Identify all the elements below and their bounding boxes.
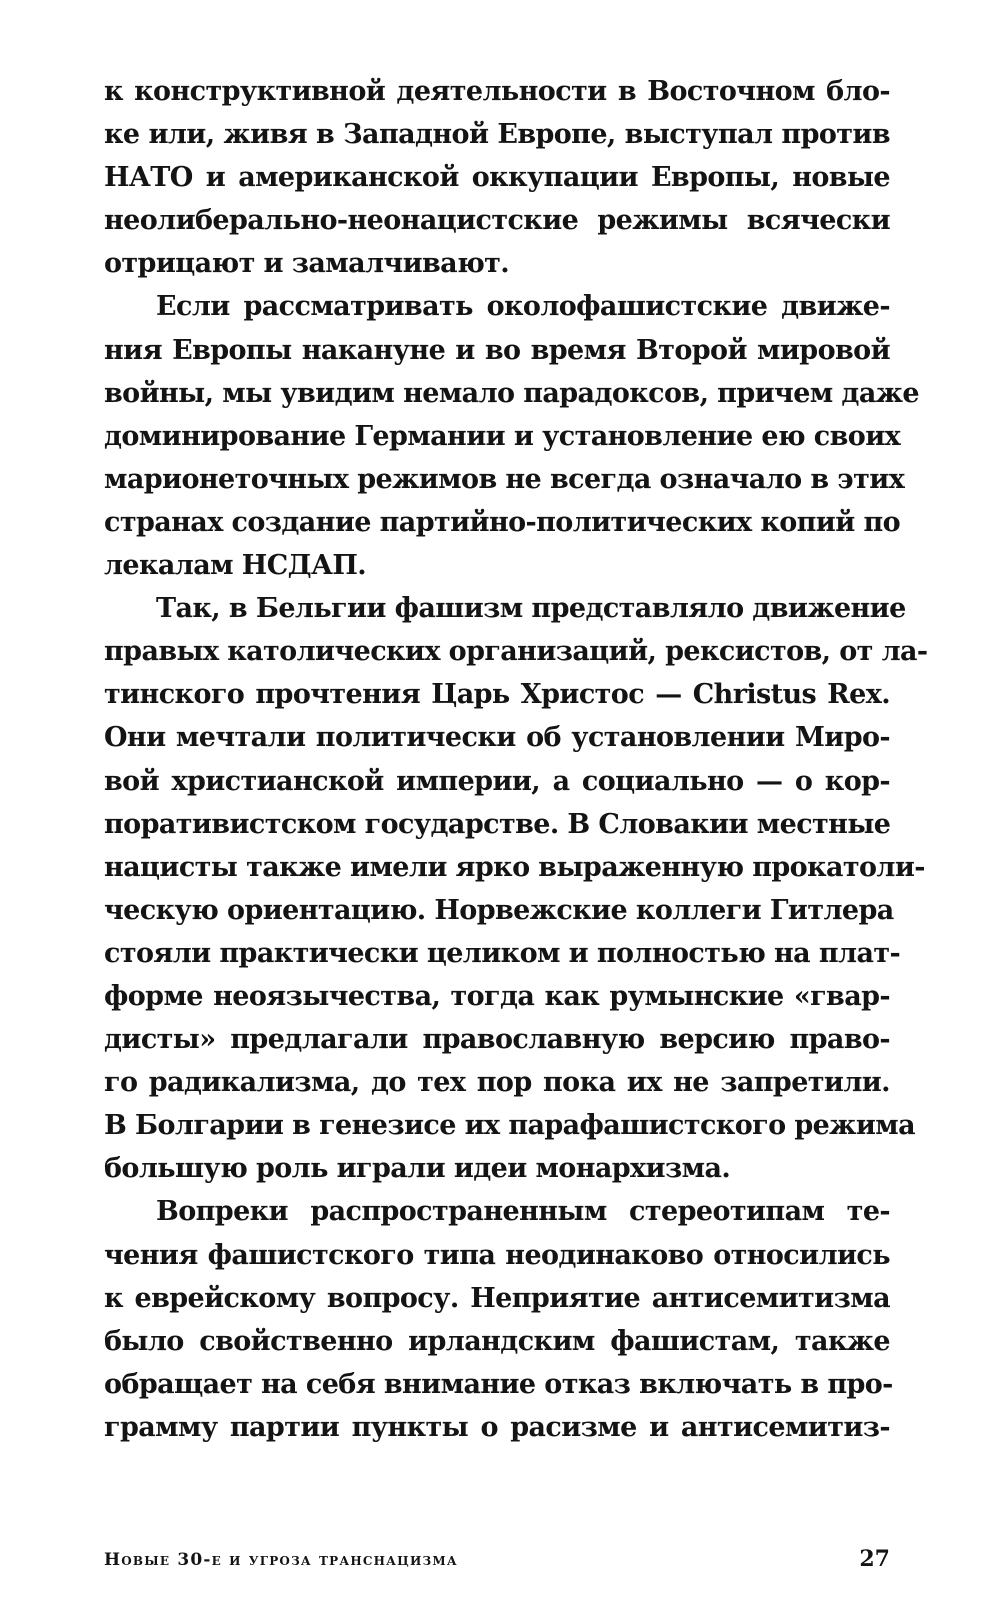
text-line: тинского прочтения Царь Христос — Christus Rex.: [104, 679, 890, 711]
text-line: нацисты также имели ярко выраженную прокатоли-: [104, 851, 925, 883]
text-line: странах создание партийно-политических копий по: [104, 506, 901, 538]
text-line: было свойственно ирландским фашистам, также: [104, 1325, 890, 1357]
page-number: 27: [859, 1546, 890, 1572]
text-line: дисты» предлагали православную версию право-: [104, 1024, 890, 1056]
text-line: чения фашистского типа неодинаково относились: [104, 1239, 890, 1271]
text-line: к еврейскому вопросу. Неприятие антисемитизма: [104, 1282, 890, 1314]
text-line: грамму партии пункты о расизме и антисемитиз-: [104, 1411, 890, 1443]
text-line: НАТО и американской оккупации Европы, новые: [104, 162, 890, 194]
text-line: лекалам НСДАП.: [104, 550, 367, 582]
paragraph-first-line: Если рассматривать околофашистские движе-: [156, 291, 890, 323]
body-text: [104, 70, 928, 1449]
text-line: обращает на себя внимание отказ включать в про-: [104, 1368, 893, 1400]
paragraph-first-line: Вопреки распространенным стереотипам те-: [156, 1196, 890, 1228]
page-footer: [104, 1542, 890, 1582]
text-line: В Болгарии в генезисе их парафашистского режима: [104, 1110, 916, 1142]
running-head: Новые 30-е и угроза транснацизма: [104, 1550, 458, 1570]
text-line: ческую ориентацию. Норвежские коллеги Гитлера: [104, 894, 894, 926]
text-line: отрицают и замалчивают.: [104, 248, 510, 280]
text-line: к конструктивной деятельности в Восточном бло-: [104, 76, 890, 107]
text-line: правых католических организаций, рексистов, от ла-: [104, 636, 928, 668]
text-line: вой христианской империи, а социально — о кор-: [104, 765, 890, 797]
text-line: неолиберально-неонацистские режимы всячески: [104, 205, 890, 237]
text-line: го радикализма, до тех пор пока их не запретили.: [104, 1067, 890, 1099]
paragraph-first-line: Так, в Бельгии фашизм представляло движение: [156, 593, 906, 625]
text-line: стояли практически целиком и полностью на плат-: [104, 937, 901, 969]
text-line: поративистском государстве. В Словакии местные: [104, 808, 891, 840]
text-line: марионеточных режимов не всегда означало в этих: [104, 463, 905, 495]
text-line: ке или, живя в Западной Европе, выступал против: [104, 119, 890, 151]
text-line: доминирование Германии и установление ею своих: [104, 420, 901, 452]
text-line: большую роль играли идеи монархизма.: [104, 1153, 731, 1185]
text-line: Они мечтали политически об установлении Миро-: [104, 722, 890, 754]
text-line: войны, мы увидим немало парадоксов, причем даже: [104, 377, 919, 409]
text-line: ния Европы накануне и во время Второй мировой: [104, 334, 890, 366]
text-line: форме неоязычества, тогда как румынские «гвар-: [104, 980, 890, 1012]
